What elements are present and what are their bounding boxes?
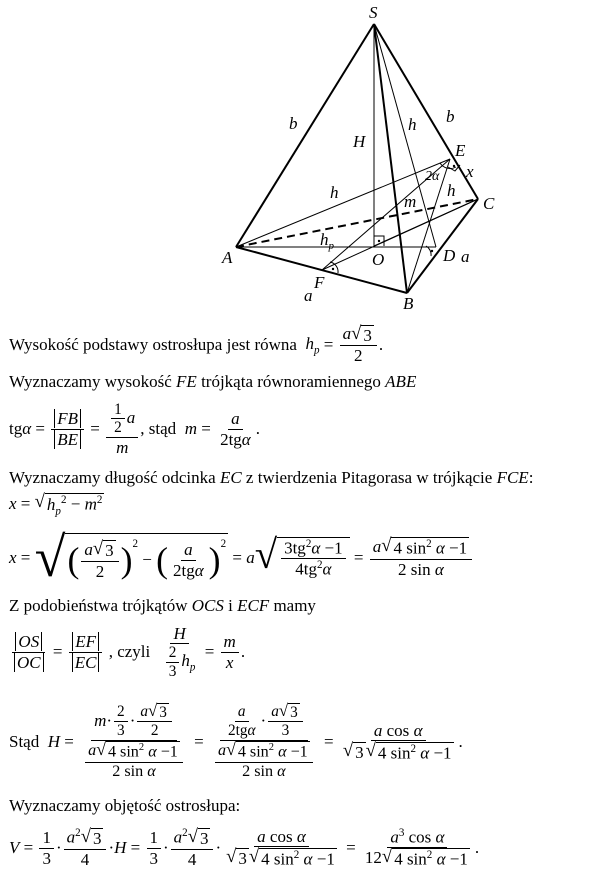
line-x2: x = √ ( a √ 3 2 ) $^2$ − ( $\frac{a}{\text{2tgα}}$ ) $^2$ = a √ $\frac{3tg^2\alpha -1}{4tg^2\alpha}$ = a √ 4 $\sin^2 \alpha -1$ 2 sin α (9, 524, 474, 592)
line-H: Stąd H = m · $\frac{2}{3}$ · a √ 3 2 a √ 4 $\sin^2 \alpha -1$ 2 sin α = $\frac{a}{\text{2tgα}}$ · a √ 3 3 a √ 4 $\sin^2 \alpha -1$ 2 sin α = a cos α √ 3 √ 4 $\sin^2 \alpha -1$ . (9, 700, 463, 780)
label-b-left: b (289, 114, 298, 133)
OC (374, 199, 478, 246)
label-a-bottom: a (304, 286, 313, 305)
label-C: C (483, 194, 495, 213)
label-x: x (466, 162, 474, 181)
text-l1: Wysokość podstawy ostrosłupa jest równa (9, 335, 297, 354)
label-S: S (369, 3, 378, 22)
line-V: V = $\frac{1}{3}$ · $a^2$ √ 3 4 · H = $\frac{1}{3}$ · $a^2$ √ 3 4 · a cos α √ 3 √ 4 $\sin^2 \alpha -1$ = $a^3$ cos α 12 √ 4 $\sin^2 \alpha -1$ . (9, 826, 480, 869)
label-O: O (372, 250, 385, 269)
label-hp: $h_p$ (320, 230, 334, 252)
line-hp: Wysokość podstawy ostrosłupa jest równa $h_p$ = a √ 3 2 . (9, 322, 384, 366)
line-proportion: $\frac{OS}{OC}$ = $\frac{EF}{EC}$ , czyli H $\frac{2}{3}$ $h_p$ = $\frac{m}{x}$ . (9, 616, 245, 688)
label-h-base: h (330, 183, 339, 202)
line-volume-intro: Wyznaczamy objętość ostrosłupa: (9, 796, 241, 815)
label-A: A (222, 248, 233, 267)
label-h-face: h (408, 115, 417, 134)
label-m: m (404, 192, 417, 211)
pyramid-figure (0, 0, 614, 322)
label-H: H (353, 132, 366, 151)
label-b-right: b (446, 107, 455, 126)
label-E: E (455, 141, 466, 160)
line-x1: x = √ $h_p^2 - m^2$ (9, 491, 103, 518)
label-F: F (314, 273, 325, 292)
line-fe: Wyznaczamy wysokość FE trójkąta równoramiennego ABE (9, 372, 417, 391)
line-ec: Wyznaczamy długość odcinka EC z twierdzenia Pitagorasa w trójkącie FCE: (9, 468, 534, 487)
label-B: B (403, 294, 414, 313)
label-a-right: a (461, 247, 470, 266)
h-AE (236, 159, 450, 247)
label-angle: 2α (425, 169, 440, 184)
label-h-small: h (447, 181, 456, 200)
label-D: D (443, 246, 456, 265)
line-similar: Z podobieństwa trójkątów OCS i ECF mamy (9, 596, 316, 615)
line-tg: tg α = $\frac{FB}{BE}$ = $\frac{1}{2}$ a m , stąd m = $\frac{a}{\text{2tgα}}$ . (9, 400, 260, 457)
